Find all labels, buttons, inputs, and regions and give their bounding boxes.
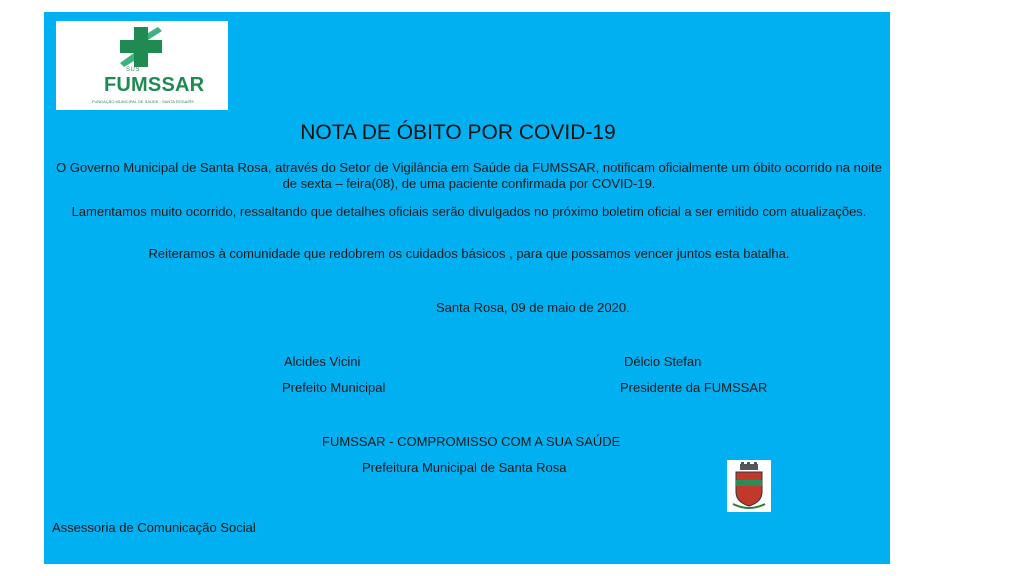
- paragraph-condolences: Lamentamos muito ocorrido, ressaltando que detalhes oficiais serão divulgados no próximo boletim oficial a ser emitido com atualizações.: [71, 204, 867, 219]
- santa-rosa-crest-icon: [727, 460, 771, 512]
- logo-sus-text: SUS: [126, 67, 140, 73]
- signature-left-role: Prefeito Municipal: [282, 380, 386, 395]
- fumssar-logo: [56, 21, 228, 110]
- date-line: Santa Rosa, 09 de maio de 2020.: [436, 300, 630, 315]
- footer-motto: FUMSSAR - COMPROMISSO COM A SUA SAÚDE: [322, 434, 621, 449]
- footer-prefeitura: Prefeitura Municipal de Santa Rosa: [362, 460, 567, 475]
- paragraph-appeal: Reiteramos à comunidade que redobrem os cuidados básicos , para que possamos vencer juntos esta batalha.: [148, 246, 790, 261]
- footer-assessoria: Assessoria de Comunicação Social: [52, 520, 256, 535]
- signature-left-name: Alcides Vicini: [284, 354, 361, 369]
- logo-name-text: FUMSSAR: [104, 74, 205, 96]
- logo-subtitle-text: FUNDAÇÃO MUNICIPAL DE SAÚDE · SANTA ROSA/RS: [92, 99, 194, 104]
- signature-right-role: Presidente da FUMSSAR: [620, 380, 768, 395]
- notice-slide: [44, 12, 890, 564]
- signature-right-name: Délcio Stefan: [624, 354, 702, 369]
- health-cross-icon: [118, 27, 164, 67]
- paragraph-announcement: O Governo Municipal de Santa Rosa, através do Setor de Vigilância em Saúde da FUMSSAR, notificam oficialmente um óbito ocorrido na noite de sexta – feira(08), de uma paciente confirmada por COVID-19.: [56, 160, 882, 191]
- notice-title: NOTA DE ÓBITO POR COVID-19: [300, 121, 616, 144]
